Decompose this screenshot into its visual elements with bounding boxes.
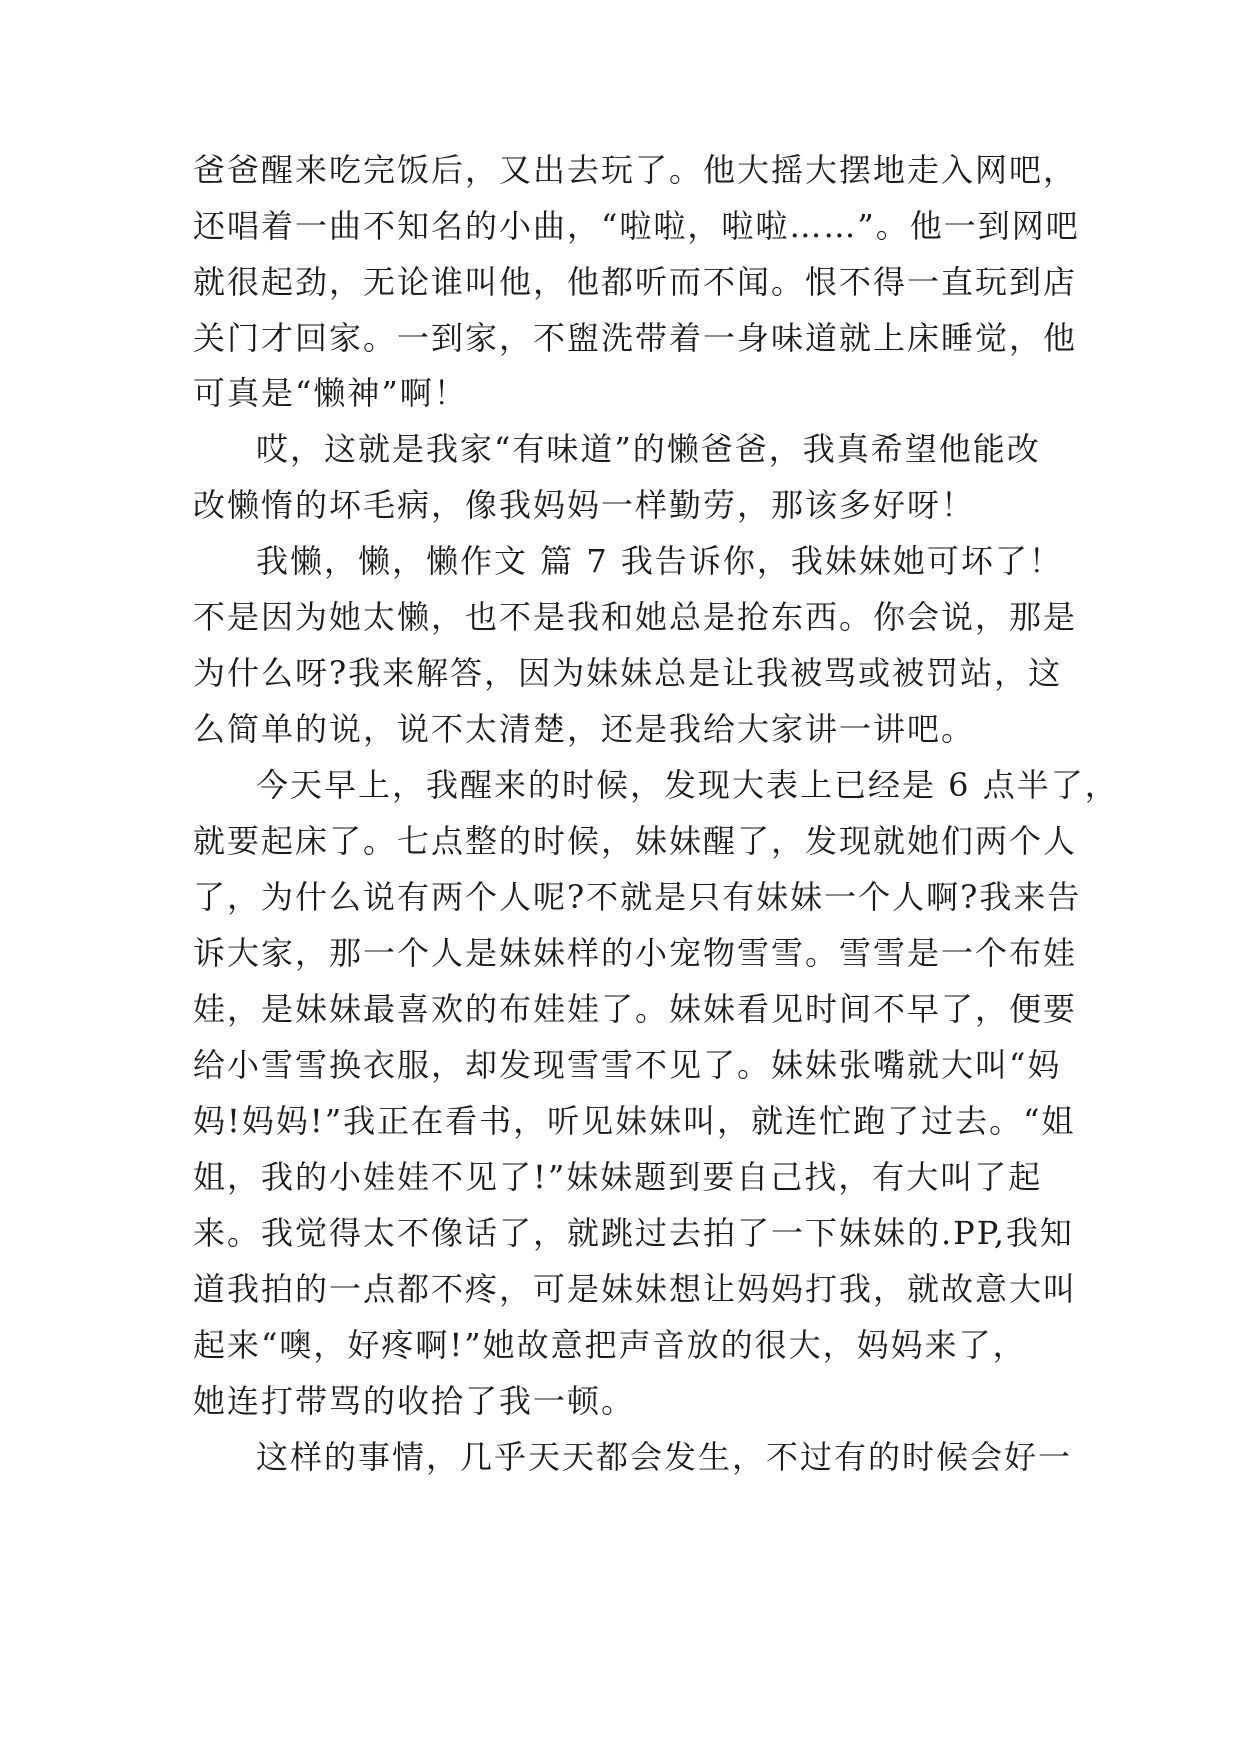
text-line: 就很起劲，无论谁叫他，他都听而不闻。恨不得一直玩到店 (193, 263, 1078, 301)
text-line: 今天早上，我醒来的时候，发现大表上已经是 6 点半了， (256, 766, 1119, 804)
text-line: 这样的事情，几乎天天都会发生，不过有的时候会好一 (256, 1438, 1073, 1476)
text-line: 她连打带骂的收拾了我一顿。 (193, 1382, 636, 1420)
text-line: 娃，是妹妹最喜欢的布娃娃了。妹妹看见时间不早了，便要 (193, 990, 1078, 1028)
text-line: 可真是“懒神”啊！ (193, 374, 468, 412)
text-line: 哎，这就是我家“有味道”的懒爸爸，我真希望他能改 (256, 430, 1041, 468)
text-line: 爸爸醒来吃完饭后，又出去玩了。他大摇大摆地走入网吧， (193, 151, 1078, 189)
text-line: 给小雪雪换衣服，却发现雪雪不见了。妹妹张嘴就大叫“妈 (193, 1046, 1062, 1084)
text-line: 不是因为她太懒，也不是我和她总是抢东西。你会说，那是 (193, 598, 1078, 636)
text-line: 我懒，懒，懒作文 篇 7 我告诉你，我妹妹她可坏了！ (256, 542, 1063, 580)
text-line: 姐，我的小娃娃不见了!”妹妹题到要自己找，有大叫了起 (193, 1158, 1043, 1196)
text-line: 么简单的说，说不太清楚，还是我给大家讲一讲吧。 (193, 710, 976, 748)
text-line: 妈!妈妈!”我正在看书，听见妹妹叫，就连忙跑了过去。“姐 (193, 1102, 1076, 1140)
text-line: 来。我觉得太不像话了，就跳过去拍了一下妹妹的.PP,我知 (193, 1214, 1074, 1252)
text-line: 了，为什么说有两个人呢?不就是只有妹妹一个人啊?我来告 (193, 878, 1082, 916)
text-line: 诉大家，那一个人是妹妹样的小宠物雪雪。雪雪是一个布娃 (193, 934, 1078, 972)
text-line: 为什么呀?我来解答，因为妹妹总是让我被骂或被罚站，这 (193, 654, 1063, 692)
text-line: 关门才回家。一到家，不盥洗带着一身味道就上床睡觉，他 (193, 319, 1078, 357)
text-line: 起来“噢，好疼啊!”她故意把声音放的很大，妈妈来了， (193, 1326, 1027, 1364)
text-line: 还唱着一曲不知名的小曲，“啦啦，啦啦……”。他一到网吧 (193, 207, 1080, 245)
text-line: 道我拍的一点都不疼，可是妹妹想让妈妈打我，就故意大叫 (193, 1270, 1078, 1308)
text-line: 就要起床了。七点整的时候，妹妹醒了，发现就她们两个人 (193, 822, 1078, 860)
text-line: 改懒惰的坏毛病，像我妈妈一样勤劳，那该多好呀！ (193, 486, 976, 524)
